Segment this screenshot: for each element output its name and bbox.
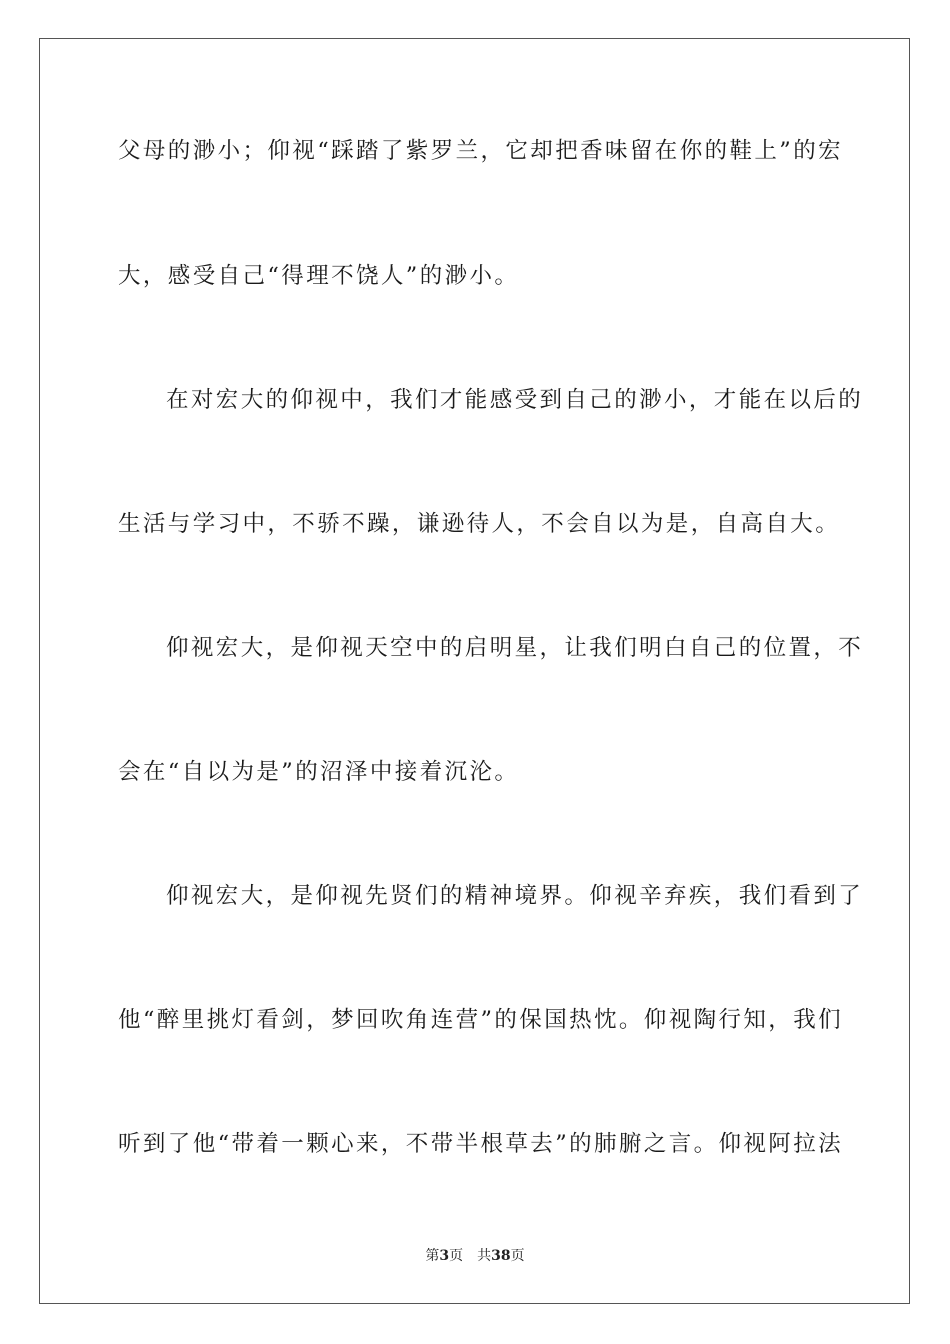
- page-prefix: 第: [425, 1248, 440, 1264]
- text-line-9: 听到了他“带着一颗心来，不带半根草去”的肺腑之言。仰视阿拉法: [118, 1131, 844, 1157]
- text-line-6: 会在“自以为是”的沼泽中接着沉沦。: [118, 759, 520, 785]
- text-line-8: 他“醉里挑灯看剑，梦回吹角连营”的保国热忱。仰视陶行知，我们: [118, 1007, 844, 1033]
- total-prefix: 共: [477, 1248, 492, 1264]
- total-suffix: 页: [510, 1248, 525, 1264]
- total-pages: 38: [491, 1248, 511, 1264]
- text-line-3: 在对宏大的仰视中，我们才能感受到自己的渺小，才能在以后的: [166, 387, 864, 413]
- text-line-5: 仰视宏大，是仰视天空中的启明星，让我们明白自己的位置，不: [166, 635, 864, 661]
- text-line-7: 仰视宏大，是仰视先贤们的精神境界。仰视辛弃疾，我们看到了: [166, 883, 864, 909]
- text-line-1: 父母的渺小；仰视“踩踏了紫罗兰，它却把香味留在你的鞋上”的宏: [118, 138, 844, 164]
- page-suffix: 页: [449, 1248, 464, 1264]
- page-footer: [0, 1246, 950, 1266]
- page-number: 3: [439, 1248, 450, 1264]
- text-line-4: 生活与学习中，不骄不躁，谦逊待人，不会自以为是，自高自大。: [118, 511, 841, 537]
- page-border: [39, 38, 910, 1304]
- text-line-2: 大，感受自己“得理不饶人”的渺小。: [118, 263, 520, 289]
